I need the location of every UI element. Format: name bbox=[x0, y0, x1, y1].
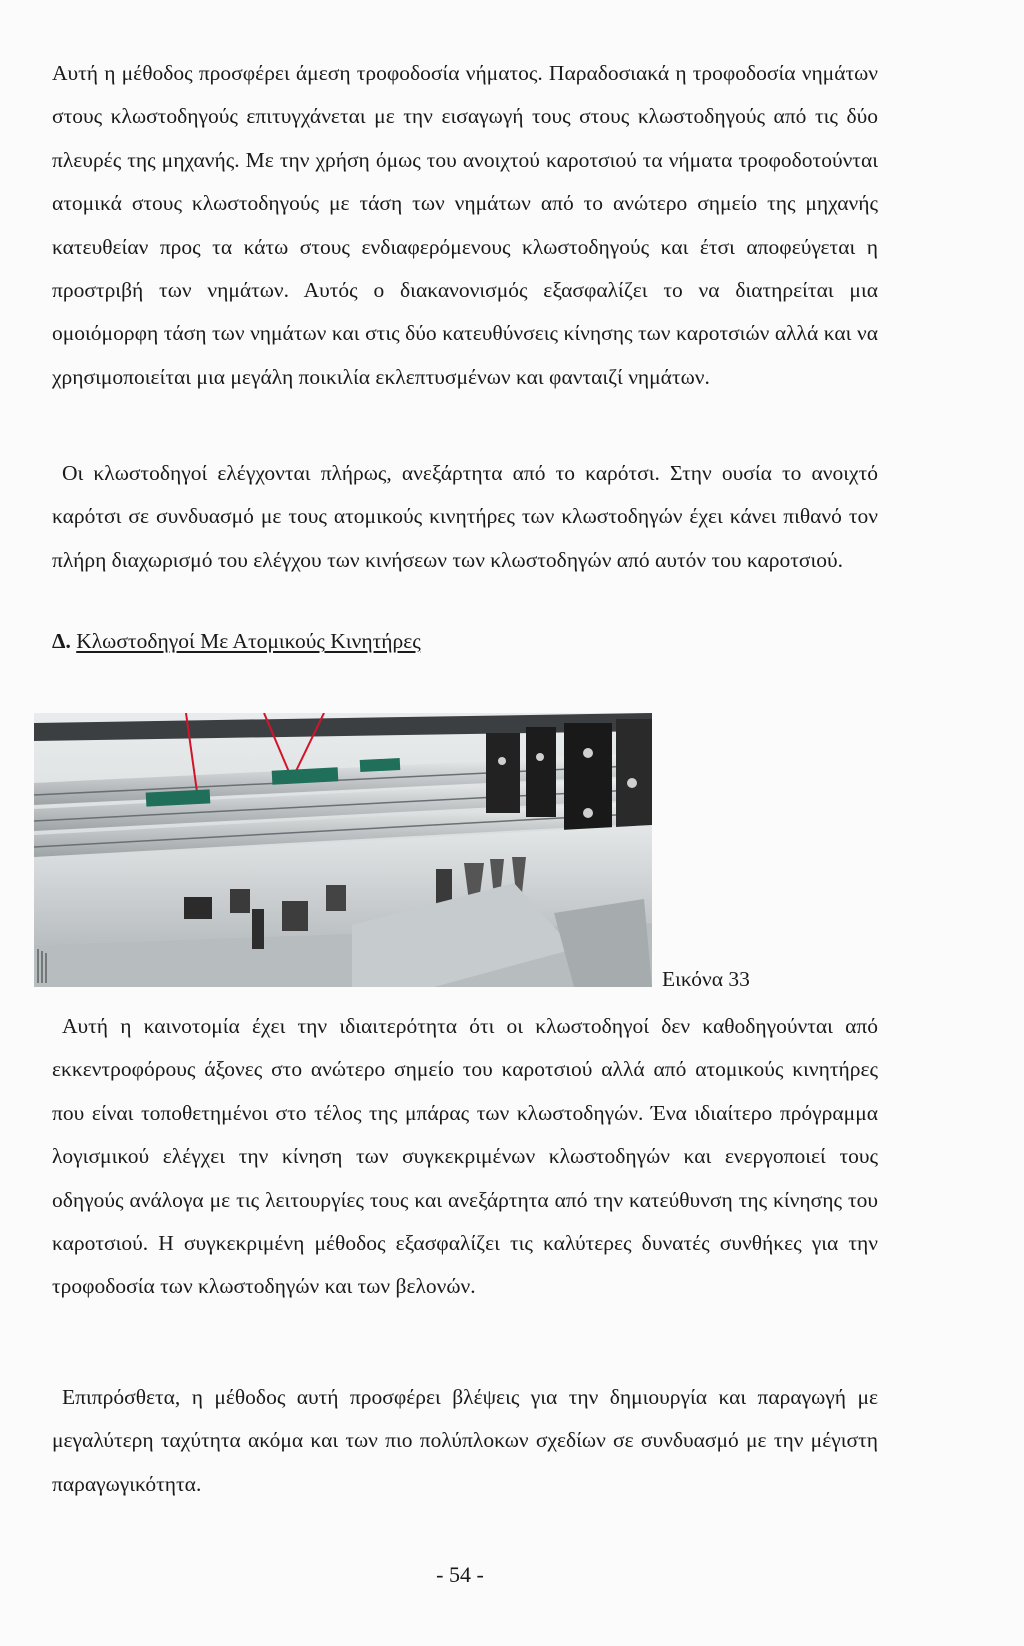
section-heading bbox=[52, 626, 421, 656]
paragraph-3: Αυτή η καινοτομία έχει την ιδιαιτερότητα ότι οι κλωστοδηγοί δεν καθοδηγούνται από εκκεντροφόρους άξονες στο ανώτερο σημείο του καροτσιού αλλά από ατομικούς κινητήρες που είναι τοποθετημένοι στο τέλος της μπάρας των κλωστοδηγών. Ένα ιδιαίτερο πρόγραμμα λογισμικού ελέγχει την κίνηση των συγκεκριμένων κλωστοδηγών και ενεργοποιεί τους οδηγούς ανάλογα με τις λειτουργίες τους και ανεξάρτητα από την κατεύθυνση της κίνησης του καροτσιού. Η συγκεκριμένη μέθοδος εξασφαλίζει τις καλύτερες δυνατές συνθήκες για την τροφοδοσία των κλωστοδηγών και των βελονών. bbox=[52, 1014, 878, 1299]
paragraph-4: Επιπρόσθετα, η μέθοδος αυτή προσφέρει βλέψεις για την δημιουργία και παραγωγή με μεγαλύτερη ταχύτητα ακόμα και των πιο πολύπλοκων σχεδίων σε συνδυασμό με την μέγιστη παραγωγικότητα. bbox=[52, 1385, 878, 1496]
section-title: Κλωστοδηγοί Με Ατομικούς Κινητήρες bbox=[76, 629, 421, 653]
section-number: Δ. bbox=[52, 629, 71, 653]
paragraph-1: Αυτή η μέθοδος προσφέρει άμεση τροφοδοσία νήματος. Παραδοσιακά η τροφοδοσία νημάτων στους κλωστοδηγούς επιτυγχάνεται με την εισαγωγή τους στους κλωστοδηγούς από τις δύο πλευρές της μηχανής. Με την χρήση όμως του ανοιχτού καροτσιού τα νήματα τροφοδοτούνται ατομικά στους κλωστοδηγούς με τάση των νημάτων από το ανώτερο σημείο της μηχανής κατευθείαν προς τα κάτω στους ενδιαφερόμενους κλωστοδηγούς και έτσι αποφεύγεται η προστριβή των νημάτων. Αυτός ο διακανονισμός εξασφαλίζει το να διατηρείται μια ομοιόμορφη τάση των νημάτων και στις δύο κατευθύνσεις κίνησης των καροτσιών αλλά και να χρησιμοποιείται μια μεγάλη ποικιλία εκλεπτυσμένων και φανταιζί νημάτων. bbox=[52, 61, 878, 389]
knitting-machine-photo bbox=[34, 713, 652, 987]
figure-photo bbox=[34, 713, 652, 987]
page-number: - 54 - bbox=[436, 1562, 484, 1587]
figure-caption: Εικόνα 33 bbox=[662, 967, 750, 991]
paragraph-2: Οι κλωστοδηγοί ελέγχονται πλήρως, ανεξάρτητα από το καρότσι. Στην ουσία το ανοιχτό καρότσι σε συνδυασμό με τους ατομικούς κινητήρες των κλωστοδηγών έχει κάνει πιθανό τον πλήρη διαχωρισμό του ελέγχου των κινήσεων των κλωστοδηγών από αυτόν του καροτσιού. bbox=[52, 461, 878, 572]
